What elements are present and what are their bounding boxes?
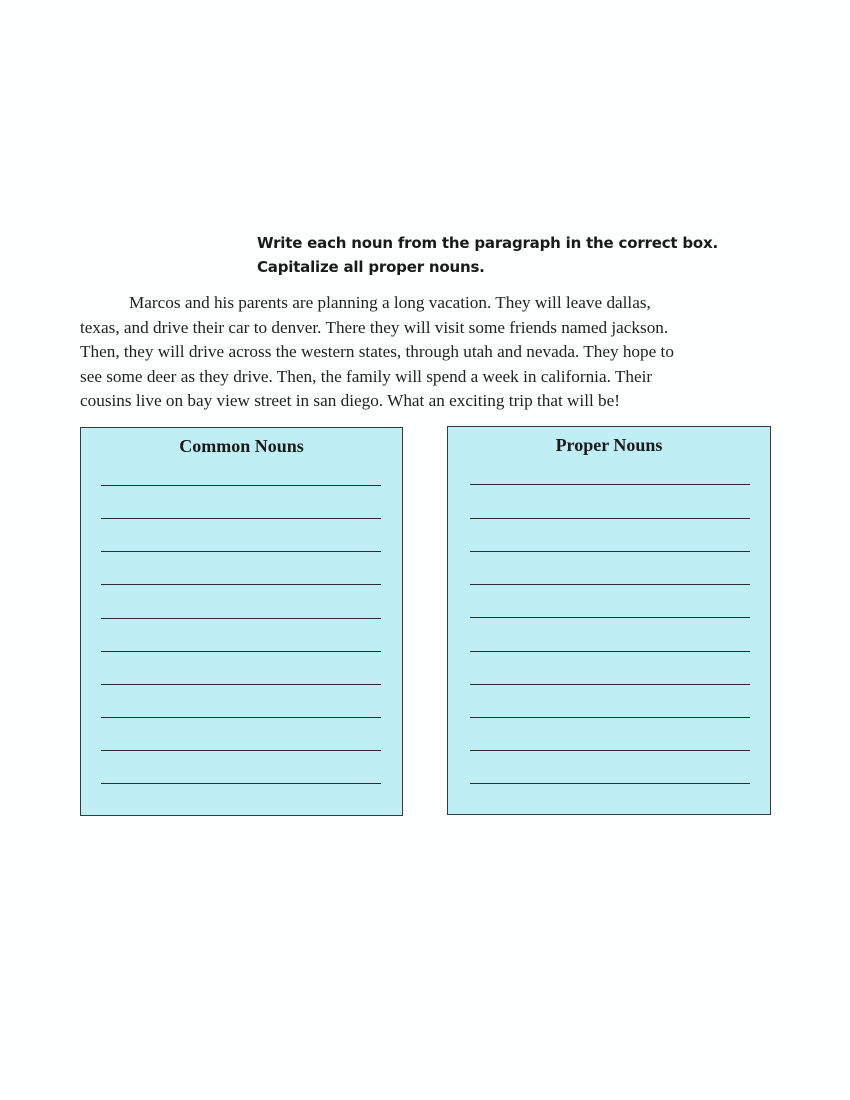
- paragraph-line: texas, and drive their car to denver. There they will visit some friends named jackson.: [80, 317, 669, 337]
- paragraph-line: cousins live on bay view street in san diego. What an exciting trip that will be!: [80, 391, 621, 411]
- paragraph-line: Then, they will drive across the western states, through utah and nevada. They hope to: [80, 342, 674, 362]
- common-answer-line-6[interactable]: [101, 651, 381, 652]
- proper-answer-line-9[interactable]: [470, 750, 750, 751]
- paragraph-line: see some deer as they drive. Then, the family will spend a week in california. Their: [80, 366, 653, 386]
- story-paragraph: [80, 291, 780, 414]
- proper-nouns-box: [447, 426, 771, 815]
- common-answer-line-7[interactable]: [101, 684, 381, 685]
- proper-nouns-title: Proper Nouns: [555, 435, 663, 455]
- proper-answer-line-8[interactable]: [470, 717, 750, 718]
- proper-answer-line-2[interactable]: [470, 518, 750, 519]
- common-nouns-box: [80, 427, 403, 816]
- proper-answer-line-10[interactable]: [470, 783, 750, 784]
- proper-answer-line-1[interactable]: [470, 484, 750, 485]
- instruction-line-2: Capitalize all proper nouns.: [257, 258, 485, 276]
- common-answer-line-2[interactable]: [101, 518, 381, 519]
- common-answer-line-3[interactable]: [101, 551, 381, 552]
- instructions: [257, 231, 777, 279]
- proper-answer-line-5[interactable]: [470, 617, 750, 618]
- common-answer-line-1[interactable]: [101, 485, 381, 486]
- common-answer-line-8[interactable]: [101, 717, 381, 718]
- common-answer-line-5[interactable]: [101, 618, 381, 619]
- common-nouns-title: Common Nouns: [179, 436, 304, 456]
- proper-answer-line-3[interactable]: [470, 551, 750, 552]
- proper-answer-line-6[interactable]: [470, 651, 750, 652]
- common-answer-line-4[interactable]: [101, 584, 381, 585]
- instruction-line-1: Write each noun from the paragraph in the correct box.: [257, 234, 718, 252]
- common-answer-line-10[interactable]: [101, 783, 381, 784]
- proper-answer-line-4[interactable]: [470, 584, 750, 585]
- paragraph-line: Marcos and his parents are planning a long vacation. They will leave dallas,: [129, 293, 651, 312]
- proper-answer-line-7[interactable]: [470, 684, 750, 685]
- common-answer-line-9[interactable]: [101, 750, 381, 751]
